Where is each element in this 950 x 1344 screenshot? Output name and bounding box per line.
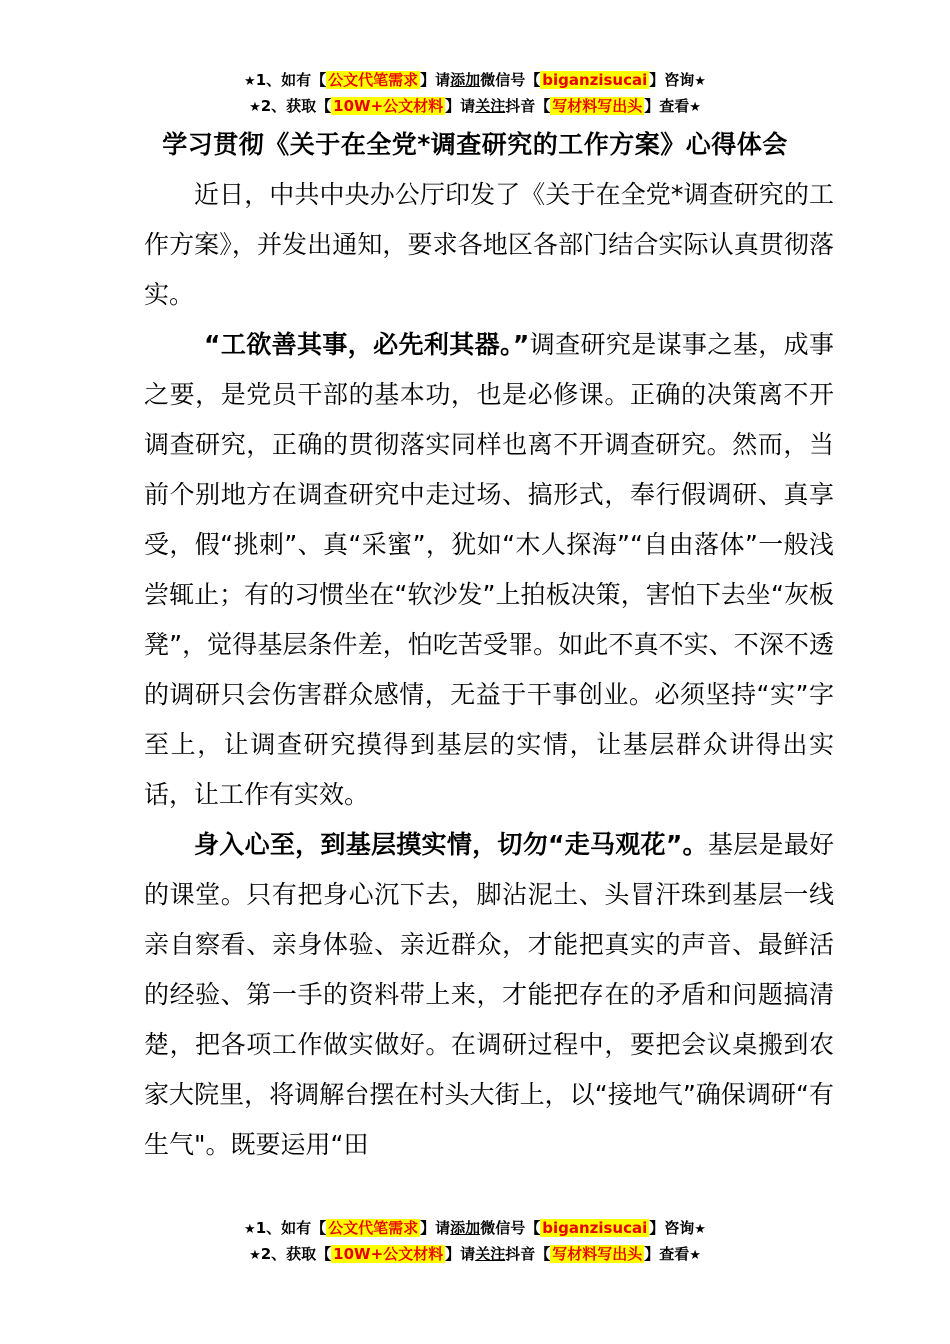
promo-line-1-prefix: 1、如有【	[255, 71, 327, 89]
paragraph-lead: “工欲善其事，必先利其器。”	[204, 330, 530, 359]
promo-line-2-highlight: 10W+公文材料	[333, 97, 444, 115]
promo-line-2-mid: 】请	[445, 97, 476, 115]
promo-line-1-highlight: 公文代笔需求	[328, 71, 419, 89]
header-promo-banner	[0, 68, 950, 120]
star-icon: ★	[244, 74, 256, 89]
star-icon: ★	[694, 74, 706, 89]
star-icon: ★	[244, 1222, 256, 1237]
promo-line-2-emph: 关注	[475, 1245, 506, 1263]
paragraph-grassroots	[144, 820, 834, 1170]
promo-line-1-highlight: 公文代笔需求	[328, 1219, 419, 1237]
wechat-id: biganzisucai	[542, 1219, 648, 1237]
promo-line-2-prefix: 2、获取【	[260, 97, 332, 115]
promo-line-1-mid: 】请	[420, 71, 451, 89]
promo-line-2-emph: 关注	[475, 97, 506, 115]
promo-line-2-mid2: 抖音【	[505, 1245, 551, 1263]
promo-line-1	[0, 68, 950, 94]
paragraph-text: 调查研究是谋事之基，成事之要，是党员干部的基本功，也是必修课。正确的决策离不开调查研究，正确的贯彻落实同样也离不开调查研究。然而，当前个别地方在调查研究中走过场、搞形式，奉行假调研、真享受，假“挑刺”、真“采蜜”，犹如“木人探海”“自由落体”一般浅尝辄止；有的习惯坐在“软沙发”上拍板决策，害怕下去坐“灰板凳”，觉得基层条件差，怕吃苦受罪。如此不真不实、不深不透的调研只会伤害群众感情，无益于干事创业。必须坚持“实”字至上，让调查研究摸得到基层的实情，让基层群众讲得出实话，让工作有实效。	[144, 330, 834, 809]
promo-line-2-mid: 】请	[445, 1245, 476, 1263]
paragraph-quote	[144, 320, 834, 820]
star-icon: ★	[249, 1248, 261, 1263]
paragraph-intro	[144, 170, 834, 320]
footer-promo-banner	[0, 1216, 950, 1268]
star-icon: ★	[689, 1248, 701, 1263]
promo-line-2-prefix: 2、获取【	[260, 1245, 332, 1263]
promo-line-2-highlight: 10W+公文材料	[333, 1245, 444, 1263]
promo-line-1-suffix: 】咨询	[649, 71, 695, 89]
promo-line-1-suffix: 】咨询	[649, 1219, 695, 1237]
document-title: 学习贯彻《关于在全党*调查研究的工作方案》心得体会	[162, 130, 788, 159]
wechat-id: biganzisucai	[542, 71, 648, 89]
promo-line-2	[0, 94, 950, 120]
promo-line-2	[0, 1242, 950, 1268]
promo-line-1-prefix: 1、如有【	[255, 1219, 327, 1237]
promo-line-2-suffix: 】查看	[644, 1245, 690, 1263]
star-icon: ★	[249, 100, 261, 115]
promo-line-1-mid2: 微信号【	[480, 1219, 541, 1237]
paragraph-text: 基层是最好的课堂。只有把身心沉下去，脚沾泥土、头冒汗珠到基层一线亲自察看、亲身体验、亲近群众，才能把真实的声音、最鲜活的经验、第一手的资料带上来，才能把存在的矛盾和问题搞清楚，把各项工作做实做好。在调研过程中，要把会议桌搬到农家大院里，将调解台摆在村头大街上，以“接地气”确保调研“有生气"。既要运用“田	[144, 830, 834, 1159]
document-body	[144, 170, 834, 1170]
promo-line-2-mid2: 抖音【	[505, 97, 551, 115]
paragraph-text: 近日，中共中央办公厅印发了《关于在全党*调查研究的工作方案》，并发出通知，要求各地区各部门结合实际认真贯彻落实。	[144, 180, 834, 309]
promo-line-1-emph: 添加	[450, 71, 481, 89]
star-icon: ★	[689, 100, 701, 115]
promo-line-1-emph: 添加	[450, 1219, 481, 1237]
douyin-account: 写材料写出头	[552, 1245, 643, 1263]
promo-line-2-suffix: 】查看	[644, 97, 690, 115]
douyin-account: 写材料写出头	[552, 97, 643, 115]
paragraph-lead: 身入心至，到基层摸实情，切勿“走马观花”。	[194, 830, 708, 859]
promo-line-1-mid2: 微信号【	[480, 71, 541, 89]
promo-line-1-mid: 】请	[420, 1219, 451, 1237]
promo-line-1	[0, 1216, 950, 1242]
star-icon: ★	[694, 1222, 706, 1237]
